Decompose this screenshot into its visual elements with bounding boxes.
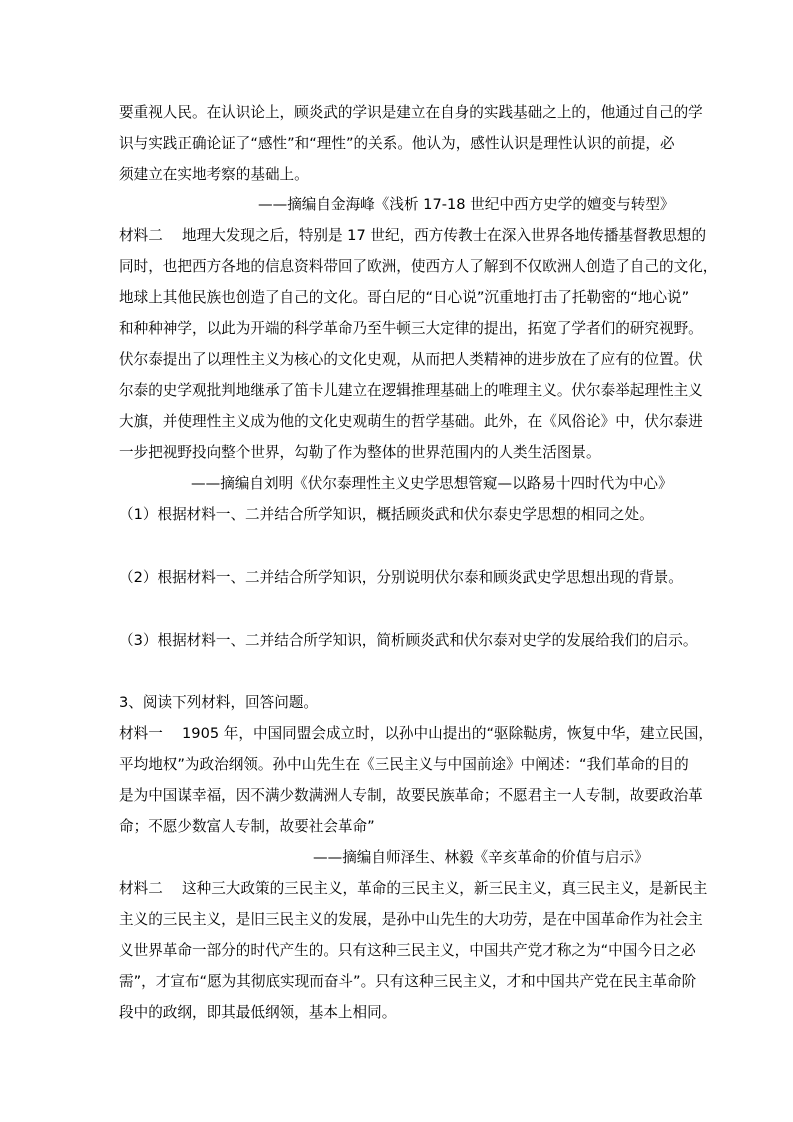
paragraph-line: 须建立在实地考察的基础上。	[119, 166, 309, 183]
paragraph-line: 主义的三民主义，是旧三民主义的发展，是孙中山先生的大功劳，是在中国革命作为社会主	[119, 911, 703, 928]
paragraph-line: 需”，才宣布“愿为其彻底实现而奋斗”。只有这种三民主义，才和中国共产党在民主革命阶	[119, 973, 697, 990]
section-heading: 3、阅读下列材料，回答问题。	[119, 694, 319, 711]
paragraph-line: 同时，也把西方各地的信息资料带回了欧洲，使西方人了解到不仅欧洲人创造了自己的文化，	[119, 258, 718, 275]
paragraph-line: 材料二 这种三大政策的三民主义，革命的三民主义，新三民主义，真三民主义，是新民主	[119, 880, 708, 897]
paragraph-line: 识与实践正确论证了“感性”和“理性”的关系。他认为，感性认识是理性认识的前提，必	[119, 135, 675, 152]
source-citation: ——摘编自师泽生、林毅《辛亥革命的价值与启示》	[313, 849, 649, 866]
paragraph-line: 一步把视野投向整个世界，勾勒了作为整体的世界范围内的人类生活图景。	[119, 444, 601, 461]
paragraph-line: 大旗，并使理性主义成为他的文化史观萌生的哲学基础。此外，在《风俗论》中，伏尔泰进	[119, 413, 703, 430]
paragraph-line: 伏尔泰提出了以理性主义为核心的文化史观，从而把人类精神的进步放在了应有的位置。伏	[119, 351, 703, 368]
paragraph-line: 要重视人民。在认识论上，顾炎武的学识是建立在自身的实践基础之上的，他通过自己的学	[119, 104, 703, 121]
question-1: （1）根据材料一、二并结合所学知识，概括顾炎武和伏尔泰史学思想的相同之处。	[119, 506, 654, 523]
paragraph-line: 是为中国谋幸福，因不满少数满洲人专制，故要民族革命；不愿君主一人专制，故要政治革	[119, 787, 703, 804]
paragraph-line: 段中的政纲，即其最低纲领，基本上相同。	[119, 1004, 397, 1021]
paragraph-line: 义世界革命一部分的时代产生的。只有这种三民主义，中国共产党才称之为“中国今日之必	[119, 942, 696, 959]
question-3: （3）根据材料一、二并结合所学知识，简析顾炎武和伏尔泰对史学的发展给我们的启示。	[119, 632, 698, 649]
paragraph-line: 材料二 地理大发现之后，特别是 17 世纪，西方传教士在深入世界各地传播基督教思想的	[119, 227, 707, 244]
source-citation: ——摘编自金海峰《浅析 17-18 世纪中西方史学的嬗变与转型》	[258, 196, 675, 213]
paragraph-line: 尔泰的史学观批判地继承了笛卡儿建立在逻辑推理基础上的唯理主义。伏尔泰举起理性主义	[119, 382, 703, 399]
paragraph-line: 平均地权”为政治纲领。孙中山先生在《三民主义与中国前途》中阐述：“我们革命的目的	[119, 756, 689, 773]
source-citation: ——摘编自刘明《伏尔泰理性主义史学思想管窥—以路易十四时代为中心》	[191, 475, 673, 492]
question-2: （2）根据材料一、二并结合所学知识，分别说明伏尔泰和顾炎武史学思想出现的背景。	[119, 569, 683, 586]
paragraph-line: 和种种神学，以此为开端的科学革命乃至牛顿三大定律的提出，拓宽了学者们的研究视野。	[119, 320, 703, 337]
paragraph-line: 命；不愿少数富人专制，故要社会革命”	[119, 818, 375, 835]
paragraph-line: 材料一 1905 年，中国同盟会成立时，以孙中山提出的“驱除鞑虏，恢复中华，建立民国，	[119, 725, 713, 742]
paragraph-line: 地球上其他民族也创造了自己的文化。哥白尼的“日心说”沉重地打击了托勒密的“地心说”	[119, 289, 690, 306]
